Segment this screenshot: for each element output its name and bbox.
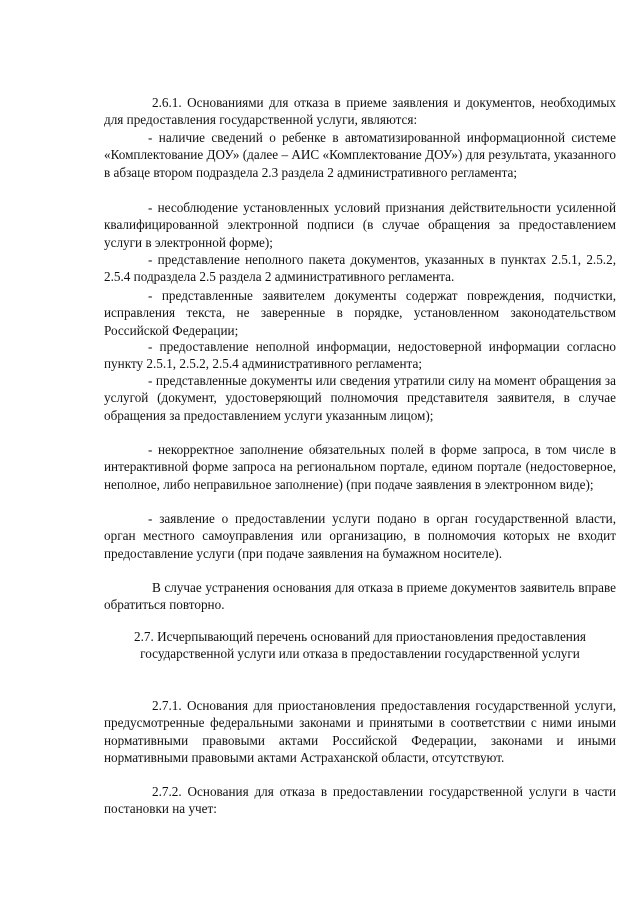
list-item: - заявление о предоставлении услуги подано в орган государственной власти, орган местного самоуправления или организацию, в полномочия которых не входит предоставление услуги (при подаче заявления на бумажном носителе).	[104, 511, 616, 561]
section-2-7-heading: 2.7. Исчерпывающий перечень оснований для приостановления предоставления государственной услуги или отказа в предоставлении государственной услуги	[134, 629, 586, 662]
list-item: - наличие сведений о ребенке в автоматизированной информационной системе «Комплектование ДОУ» (далее – АИС «Комплектование ДОУ») для результата, указанного в абзаце втором подраздела 2.3 раздела 2 административного регламента;	[104, 130, 616, 180]
list-item: - предоставление неполной информации, недостоверной информации согласно пункту 2.5.1, 2.5.2, 2.5.4 административного регламента;	[104, 339, 616, 372]
paragraph-2-7-2: 2.7.2. Основания для отказа в предоставлении государственной услуги в части постановки на учет:	[104, 784, 616, 817]
paragraph-2-7-1: 2.7.1. Основания для приостановления предоставления государственной услуги, предусмотренные федеральными законами и принятыми в соответствии с ними иными нормативными правовыми актами Российской Федерации, законами и иными нормативными правовыми актами Астраханской области, отсутствуют.	[104, 698, 616, 766]
list-item: - представленные заявителем документы содержат повреждения, подчистки, исправления текста, не заверенные в порядке, установленном законодательством Российской Федерации;	[104, 288, 616, 338]
list-item: - несоблюдение установленных условий признания действительности усиленной квалифицированной электронной подписи (в случае обращения за предоставлением услуги в электронной форме);	[104, 200, 616, 250]
paragraph-2-6-1-closing: В случае устранения основания для отказа в приеме документов заявитель вправе обратиться повторно.	[104, 580, 616, 613]
paragraph-2-6-1-intro: 2.6.1. Основаниями для отказа в приеме заявления и документов, необходимых для предоставления государственной услуги, являются:	[104, 95, 616, 128]
list-item: - некорректное заполнение обязательных полей в форме запроса, в том числе в интерактивной форме запроса на региональном портале, едином портале (недостоверное, неполное, либо неправильное заполнение) (при подаче заявления в электронном виде);	[104, 442, 616, 492]
list-item: - представленные документы или сведения утратили силу на момент обращения за услугой (документ, удостоверяющий полномочия представителя заявителя, в случае обращения за предоставлением услуги указанным лицом);	[104, 373, 616, 423]
list-item: - представление неполного пакета документов, указанных в пунктах 2.5.1, 2.5.2, 2.5.4 подраздела 2.5 раздела 2 административного регламента.	[104, 252, 616, 285]
